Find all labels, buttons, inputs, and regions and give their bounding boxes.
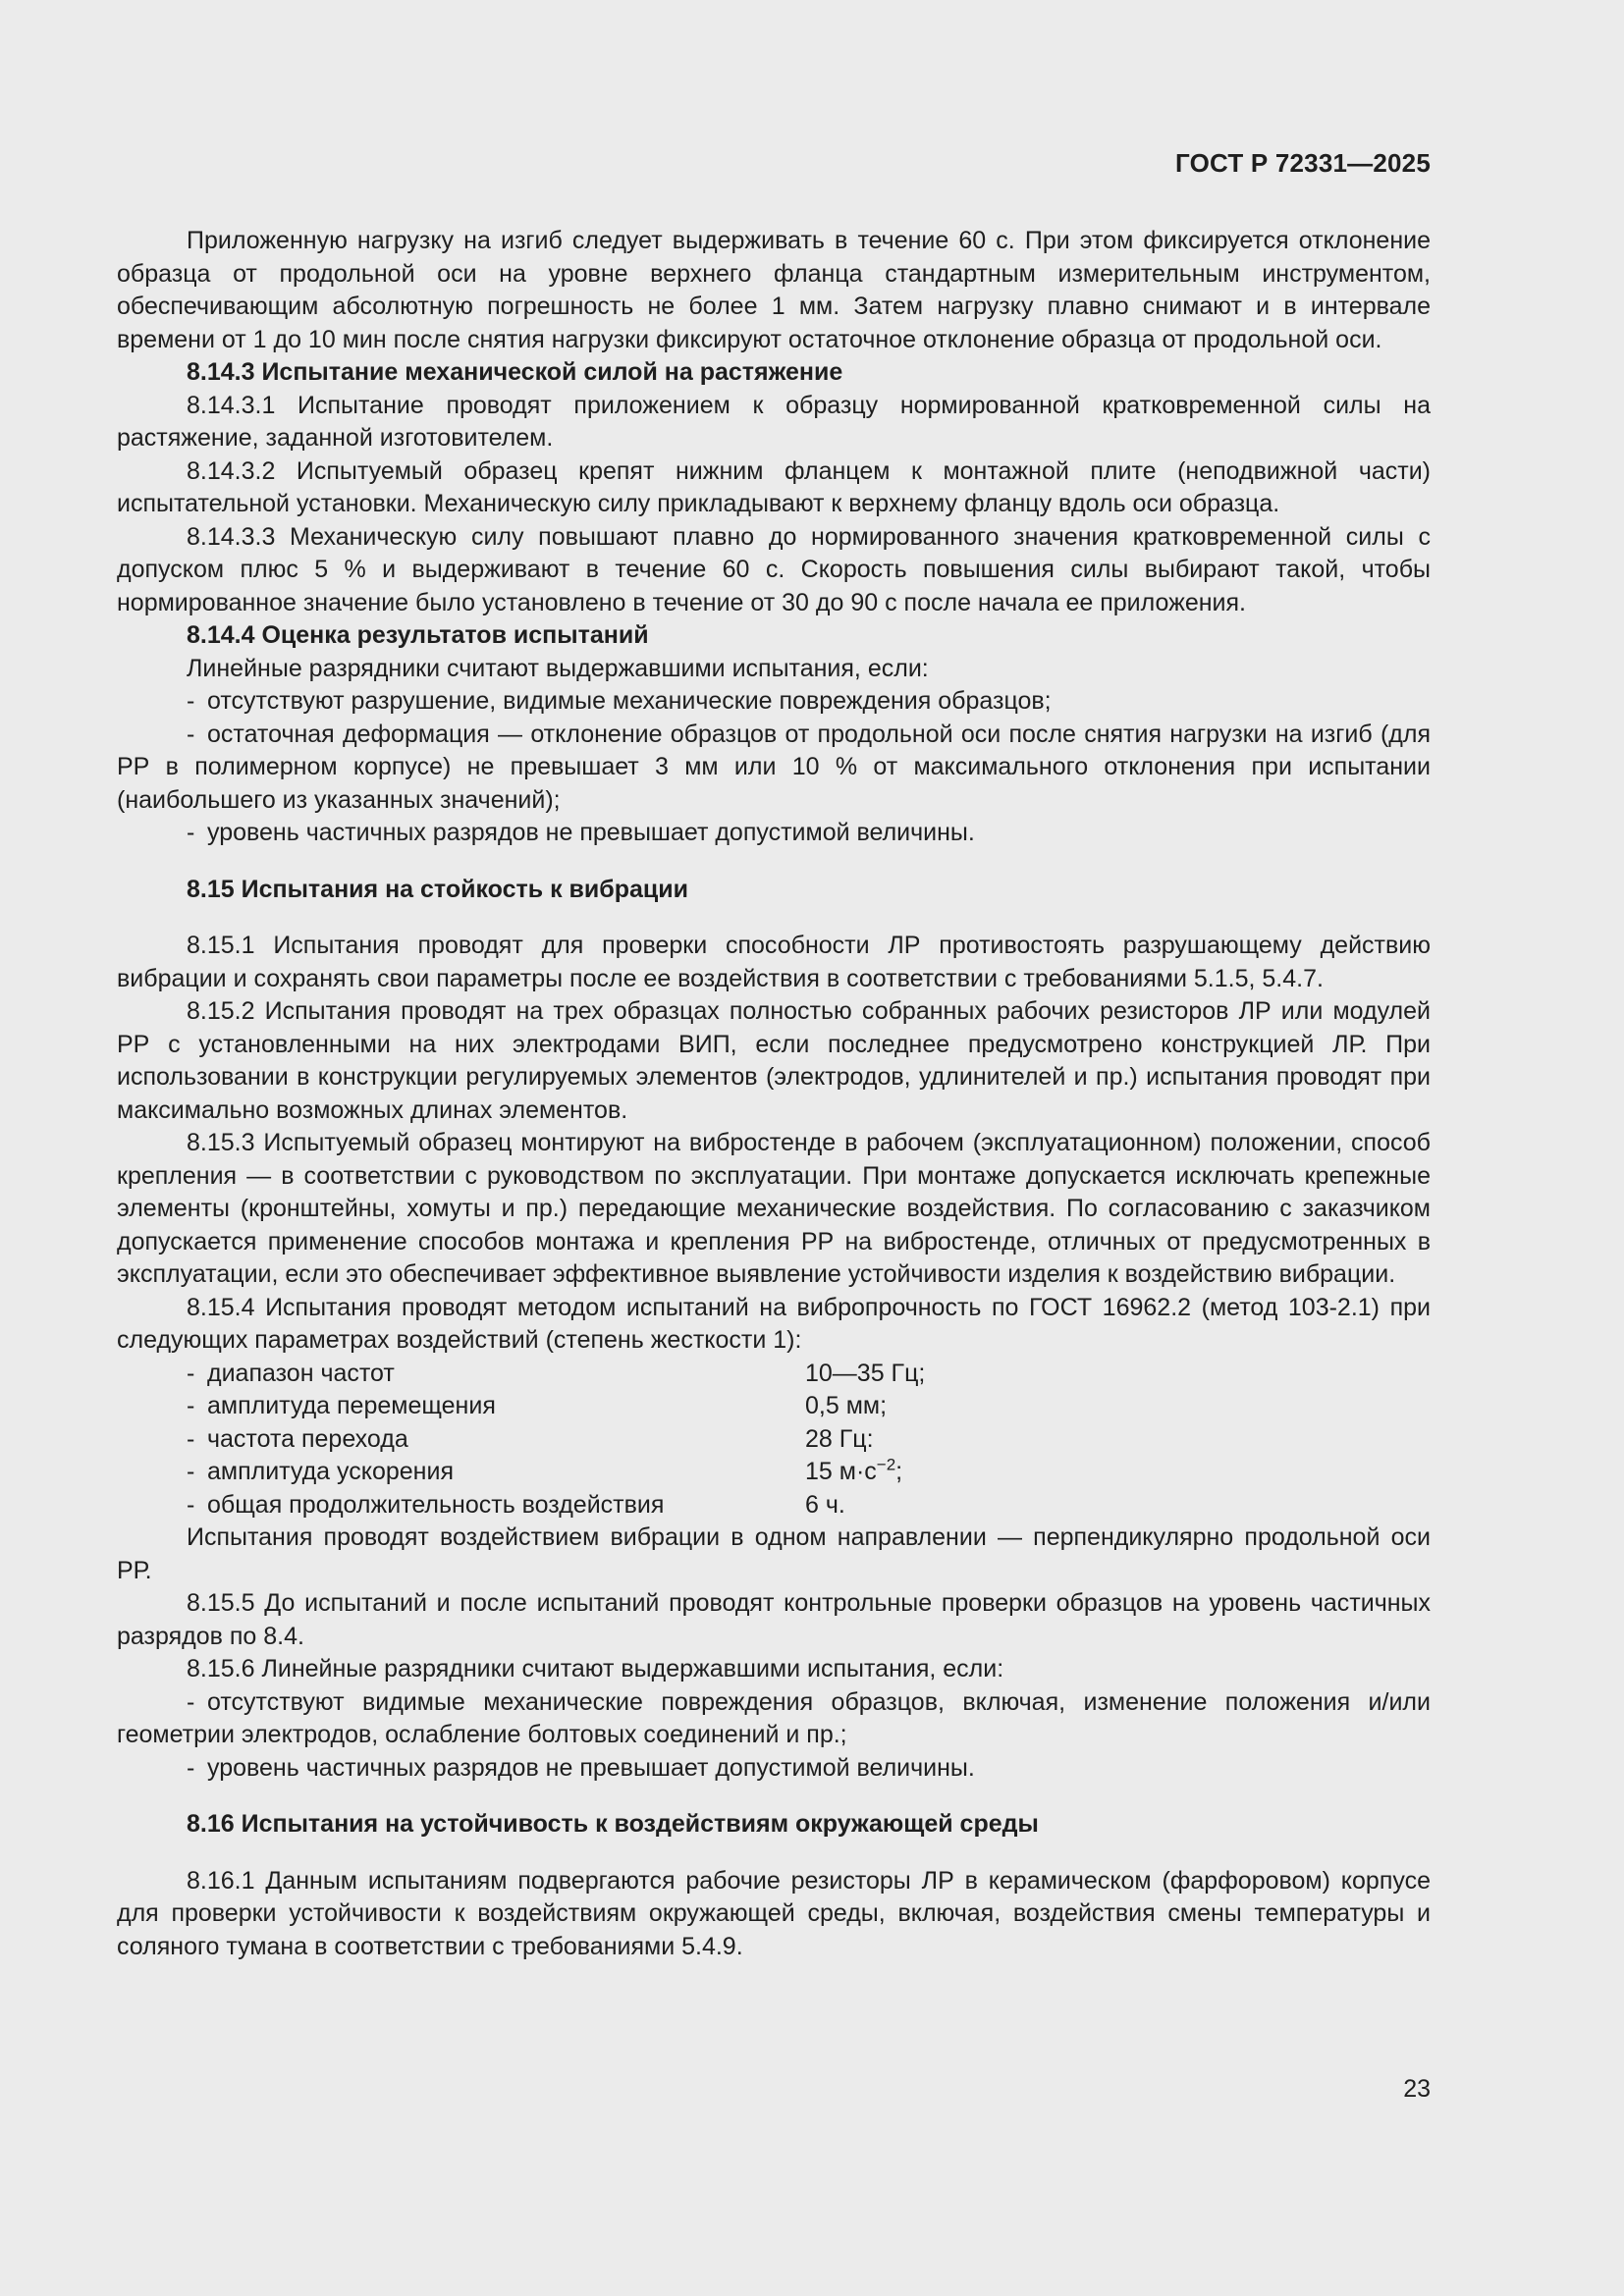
parameter-row (117, 1456, 1431, 1489)
parameter-name: общая продолжительность воздействия (207, 1490, 665, 1519)
paragraph-8-14-4-lead: Линейные разрядники считают выдержавшими испытания, если: (187, 654, 929, 682)
paragraph-8-14-3-2: 8.14.3.2 Испытуемый образец крепят нижним фланцем к монтажной плите (неподвижной части) испытательной установки. Механическую силу прикладывают к верхнему фланцу вдоль оси образца. (117, 456, 1431, 517)
paragraph-8-15-6: 8.15.6 Линейные разрядники считают выдержавшими испытания, если: (187, 1655, 1004, 1682)
paragraph-intro: Приложенную нагрузку на изгиб следует выдерживать в течение 60 с. При этом фиксируется отклонение образца от продольной оси на уровне верхнего фланца стандартным измерительным инструментом, обеспечивающим абсолютную погрешность не более 1 мм. Затем нагрузку плавно снимают и в интервале времени от 1 до 10 мин после снятия нагрузки фиксируют остаточное отклонение образца от продольной оси. (117, 227, 1431, 353)
heading-8-15: 8.15 Испытания на стойкость к вибрации (187, 875, 688, 903)
paragraph-8-15-4: 8.15.4 Испытания проводят методом испытаний на вибропрочность по ГОСТ 16962.2 (метод 103-2.1) при следующих параметрах воздействий (степень жесткости 1): (117, 1293, 1431, 1354)
parameter-value-tail: ; (895, 1458, 903, 1485)
list-dash: - (187, 720, 195, 748)
list-dash: - (187, 1687, 195, 1716)
heading-8-16: 8.16 Испытания на устойчивость к воздействиям окружающей среды (187, 1810, 1039, 1838)
parameter-value-main: 15 м·с (805, 1458, 877, 1485)
parameter-name: амплитуда ускорения (207, 1458, 454, 1485)
paragraph-8-14-3-3: 8.14.3.3 Механическую силу повышают плавно до нормированного значения кратковременной силы с допуском плюс 5 % и выдерживают в течение 60 с. Скорость повышения силы выбирают такой, чтобы нормированное значение было установлено в течение от 30 до 90 с после начала ее приложения. (117, 522, 1431, 616)
list-item (117, 685, 1431, 719)
parameter-row (117, 1489, 1431, 1522)
paragraph-8-14-3-1: 8.14.3.1 Испытание проводят приложением к образцу нормированной кратковременной силы на растяжение, заданной изготовителем. (117, 391, 1431, 452)
parameter-name: диапазон частот (207, 1359, 395, 1387)
paragraph-8-15-5: 8.15.5 До испытаний и после испытаний проводят контрольные проверки образцов на уровень частичных разрядов по 8.4. (117, 1589, 1431, 1650)
list-dash: - (187, 687, 195, 715)
parameter-name: частота перехода (207, 1424, 408, 1453)
parameter-row (117, 1390, 1431, 1423)
list-dash: - (187, 1359, 195, 1387)
list-item (117, 1752, 1431, 1786)
parameter-value: 28 Гц: (805, 1424, 874, 1453)
list-item-text: отсутствуют видимые механические повреждения образцов, включая, изменение положения и/или геометрии электродов, ослабление болтовых соединений и пр.; (117, 1687, 1431, 1748)
parameter-value: 0,5 мм; (805, 1392, 888, 1419)
list-item (117, 1686, 1431, 1752)
list-item (117, 719, 1431, 818)
list-item-text: уровень частичных разрядов не превышает допустимой величины. (207, 819, 975, 846)
paragraph-8-15-2: 8.15.2 Испытания проводят на трех образцах полностью собранных рабочих резисторов ЛР или модулей РР с установленными на них электродами ВИП, если последнее предусмотрено конструкцией ЛР. При использовании в конструкции регулируемых элементов (электродов, удлинителей и пр.) испытания проводят при максимально возможных длинах элементов. (117, 997, 1431, 1124)
list-dash: - (187, 1490, 195, 1519)
paragraph-8-15-3: 8.15.3 Испытуемый образец монтируют на вибростенде в рабочем (эксплуатационном) положении, способ крепления — в соответствии с руководством по эксплуатации. При монтаже допускается исключать крепежные элементы (кронштейны, хомуты и пр.) передающие механические воздействия. По согласованию с заказчиком допускается применение способов монтажа и крепления РР на вибростенде, отличных от предусмотренных в эксплуатации, если это обеспечивает эффективное выявление устойчивости изделия к воздействию вибрации. (117, 1129, 1431, 1288)
list-dash: - (187, 1753, 195, 1782)
list-dash: - (187, 1392, 195, 1419)
list-dash: - (187, 819, 195, 846)
paragraph-8-15-1: 8.15.1 Испытания проводят для проверки способности ЛР противостоять разрушающему действию вибрации и сохранять свои параметры после ее воздействия в соответствии с требованиями 5.1.5, 5.4.7. (117, 932, 1431, 992)
parameter-value: 10—35 Гц; (805, 1359, 926, 1387)
paragraph-8-16-1: 8.16.1 Данным испытаниям подвергаются рабочие резисторы ЛР в керамическом (фарфоровом) корпусе для проверки устойчивости к воздействиям окружающей среды, включая, воздействия смены температуры и соляного тумана в соответствии с требованиями 5.4.9. (117, 1866, 1431, 1960)
paragraph-8-15-4-tail: Испытания проводят воздействием вибрации в одном направлении — перпендикулярно продольной оси РР. (117, 1523, 1431, 1584)
parameter-value: 6 ч. (805, 1490, 845, 1519)
heading-8-14-4: 8.14.4 Оценка результатов испытаний (187, 621, 649, 649)
list-item-text: остаточная деформация — отклонение образцов от продольной оси после снятия нагрузки на изгиб (для РР в полимерном корпусе) не превышает 3 мм или 10 % от максимального отклонения при испытании (наибольшего из указанных значений); (117, 720, 1431, 814)
list-item (117, 817, 1431, 850)
list-item-text: отсутствуют разрушение, видимые механические повреждения образцов; (207, 687, 1052, 715)
parameter-value-exponent: −2 (876, 1455, 896, 1474)
page-number: 23 (1403, 2075, 1431, 2103)
vibration-parameters (117, 1358, 1431, 1522)
document-header: ГОСТ Р 72331—2025 (1175, 148, 1431, 178)
parameter-row (117, 1423, 1431, 1457)
list-dash: - (187, 1424, 195, 1453)
parameter-row (117, 1358, 1431, 1391)
parameter-name: амплитуда перемещения (207, 1392, 496, 1419)
heading-8-14-3: 8.14.3 Испытание механической силой на растяжение (187, 358, 843, 386)
document-body (117, 225, 1431, 1963)
list-dash: - (187, 1458, 195, 1485)
list-item-text: уровень частичных разрядов не превышает допустимой величины. (207, 1753, 975, 1782)
parameter-value (805, 1456, 902, 1489)
